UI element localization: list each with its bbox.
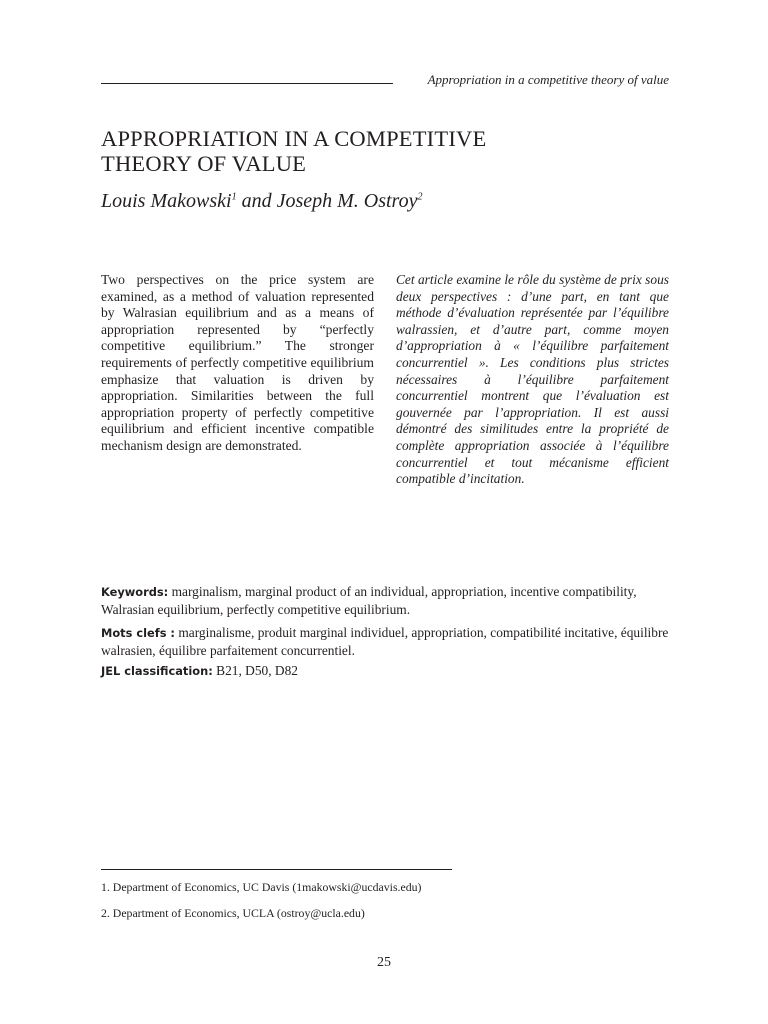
- keywords-block: [101, 583, 681, 618]
- footnote-2: 2. Department of Economics, UCLA (ostroy@ucla.edu): [101, 906, 365, 920]
- author-1-footnote-ref[interactable]: 1: [231, 191, 237, 203]
- footnote-rule: [101, 869, 452, 870]
- author-conjunction: and: [236, 190, 277, 212]
- running-head-text: Appropriation in a competitive theory of value: [427, 72, 669, 87]
- author-2-footnote-ref[interactable]: 2: [417, 191, 423, 203]
- footnote-1: 1. Department of Economics, UC Davis (1makowski@ucdavis.edu): [101, 880, 422, 894]
- running-head-rule: [101, 83, 393, 84]
- mots-clefs-text: marginalisme, produit marginal individuel, appropriation, compatibilité incitative, équilibre walrasien, équilibre parfaitement concurrentiel.: [101, 625, 669, 658]
- title-line-2: THEORY OF VALUE: [101, 151, 307, 176]
- jel-block: [101, 662, 681, 680]
- keywords-text: marginalism, marginal product of an individual, appropriation, incentive compatibility, Walrasian equilibrium, perfectly competitive equilibrium.: [101, 584, 637, 617]
- abstract-french: Cet article examine le rôle du système de prix sous deux perspectives : d’une part, en tant que méthode d’évaluation représentée par l’équilibre walrassien, et d’autre part, comme moyen d’appropriation à « l’équilibre parfaitement concurrentiel ». Les conditions plus strictes nécessaires à l’équilibre parfaitement concurrentiel montrent que l’évaluation est gouvernée par l’appropriation. Il est aussi démontré des similitudes entre la propriété de complète appropriation associée à l’équilibre concurrentiel et tout mécanisme efficient compatible d’incitation.: [396, 272, 669, 487]
- author-1: Louis Makowski: [101, 190, 232, 212]
- author-line: [101, 190, 422, 213]
- mots-clefs-block: [101, 624, 681, 659]
- keywords-label: Keywords:: [101, 585, 169, 599]
- article-title: [101, 126, 621, 176]
- abstract-english: Two perspectives on the price system are examined, as a method of valuation represented by Walrasian equilibrium and as a means of appropriation represented by “perfectly competitive equilibrium.” The stronger requirements of perfectly competitive equilibrium emphasize that valuation is driven by appropriation. Similarities between the full appropriation property of perfectly competitive equilibrium and efficient incentive compatible mechanism design are demonstrated.: [101, 272, 374, 453]
- jel-label: JEL classification:: [101, 664, 213, 678]
- title-line-1: APPROPRIATION IN A COMPETITIVE: [101, 126, 487, 151]
- page-number: 25: [377, 955, 391, 970]
- jel-codes: B21, D50, D82: [216, 663, 298, 678]
- mots-clefs-label: Mots clefs :: [101, 626, 175, 640]
- running-head: [101, 70, 669, 90]
- author-2: Joseph M. Ostroy: [276, 190, 418, 212]
